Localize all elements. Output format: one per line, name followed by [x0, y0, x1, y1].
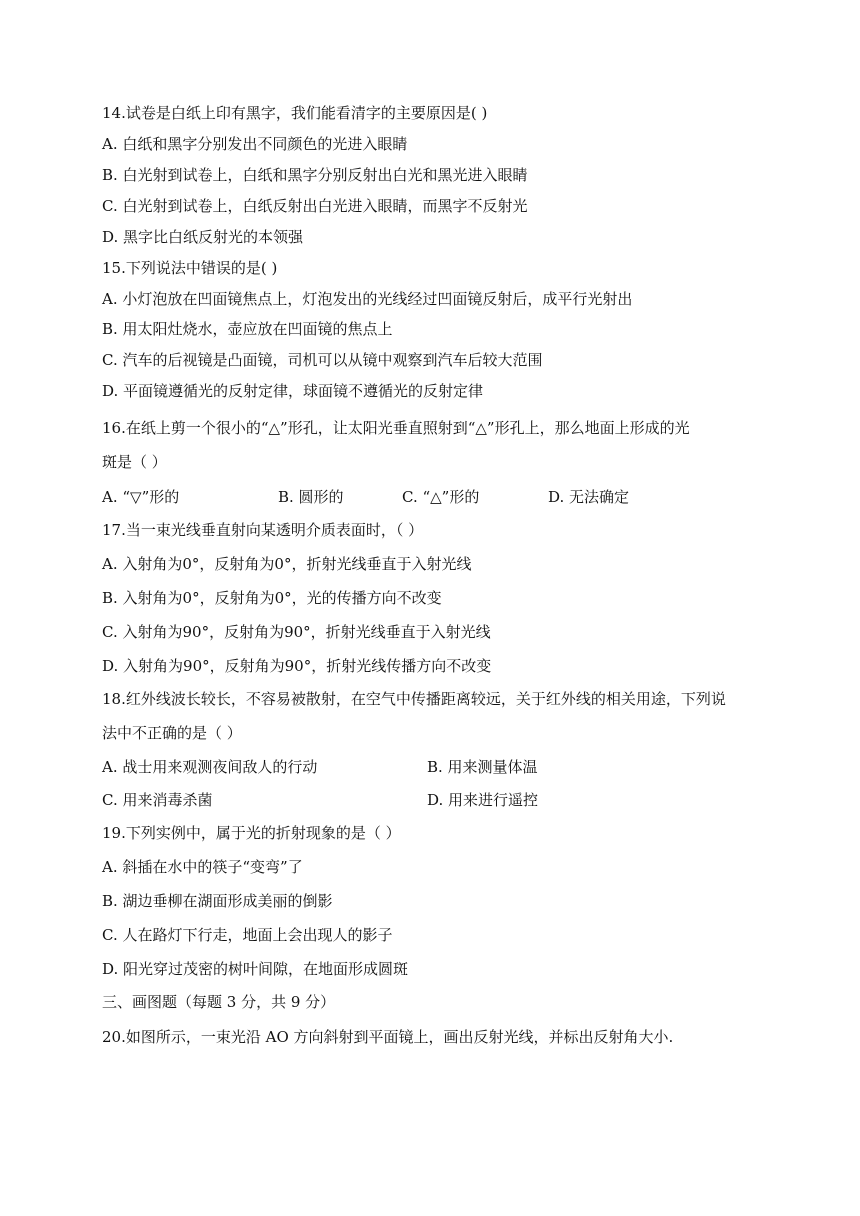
q15-stem: 15.下列说法中错误的是( ): [102, 259, 278, 277]
q17-stem: 17.当一束光线垂直射向某透明介质表面时，（ ）: [102, 521, 424, 539]
q18-stem-line2: 法中不正确的是（ ）: [102, 724, 242, 742]
q18-option-c: C. 用来消毒杀菌: [102, 791, 213, 809]
q16-option-d: D. 无法确定: [548, 488, 630, 506]
q14-option-c: C. 白光射到试卷上，白纸反射出白光进入眼睛，而黑字不反射光: [102, 197, 528, 215]
q19-option-a: A. 斜插在水中的筷子“变弯”了: [102, 858, 303, 876]
q16-stem-line1: 16.在纸上剪一个很小的“△”形孔，让太阳光垂直照射到“△”形孔上，那么地面上形成的光: [102, 419, 690, 437]
q14-option-a: A. 白纸和黑字分别发出不同颜色的光进入眼睛: [102, 135, 408, 153]
q18-stem-line1: 18.红外线波长较长，不容易被散射，在空气中传播距离较远，关于红外线的相关用途，下列说: [102, 690, 726, 708]
q17-option-a: A. 入射角为0°，反射角为0°，折射光线垂直于入射光线: [102, 555, 472, 573]
q16-option-a: A. “▽”形的: [102, 488, 180, 506]
q15-option-c: C. 汽车的后视镜是凸面镜，司机可以从镜中观察到汽车后较大范围: [102, 351, 543, 369]
q17-option-d: D. 入射角为90°，反射角为90°，折射光线传播方向不改变: [102, 657, 492, 675]
q18-option-b: B. 用来测量体温: [427, 758, 538, 776]
q15-option-b: B. 用太阳灶烧水，壶应放在凹面镜的焦点上: [102, 320, 393, 338]
q18-option-a: A. 战士用来观测夜间敌人的行动: [102, 758, 318, 776]
q19-option-c: C. 人在路灯下行走，地面上会出现人的影子: [102, 926, 393, 944]
q14-option-d: D. 黑字比白纸反射光的本领强: [102, 228, 304, 246]
q20-stem: 20.如图所示，一束光沿 AO 方向斜射到平面镜上，画出反射光线，并标出反射角大小.: [102, 1028, 674, 1046]
q19-option-d: D. 阳光穿过茂密的树叶间隙，在地面形成圆斑: [102, 960, 409, 978]
q17-option-b: B. 入射角为0°，反射角为0°，光的传播方向不改变: [102, 589, 442, 607]
q15-option-d: D. 平面镜遵循光的反射定律，球面镜不遵循光的反射定律: [102, 382, 484, 400]
q17-option-c: C. 入射角为90°，反射角为90°，折射光线垂直于入射光线: [102, 623, 491, 641]
q19-stem: 19.下列实例中，属于光的折射现象的是（ ）: [102, 824, 401, 842]
q14-stem: 14.试卷是白纸上印有黑字，我们能看清字的主要原因是( ): [102, 104, 488, 122]
q18-option-d: D. 用来进行遥控: [427, 791, 539, 809]
section-3-heading: 三、画图题（每题 3 分，共 9 分）: [102, 993, 336, 1011]
q15-option-a: A. 小灯泡放在凹面镜焦点上，灯泡发出的光线经过凹面镜反射后，成平行光射出: [102, 290, 633, 308]
q16-option-c: C. “△”形的: [402, 488, 480, 506]
q19-option-b: B. 湖边垂柳在湖面形成美丽的倒影: [102, 892, 333, 910]
q16-option-b: B. 圆形的: [278, 488, 344, 506]
q14-option-b: B. 白光射到试卷上，白纸和黑字分别反射出白光和黑光进入眼睛: [102, 166, 528, 184]
q16-stem-line2: 斑是（ ）: [102, 453, 167, 471]
